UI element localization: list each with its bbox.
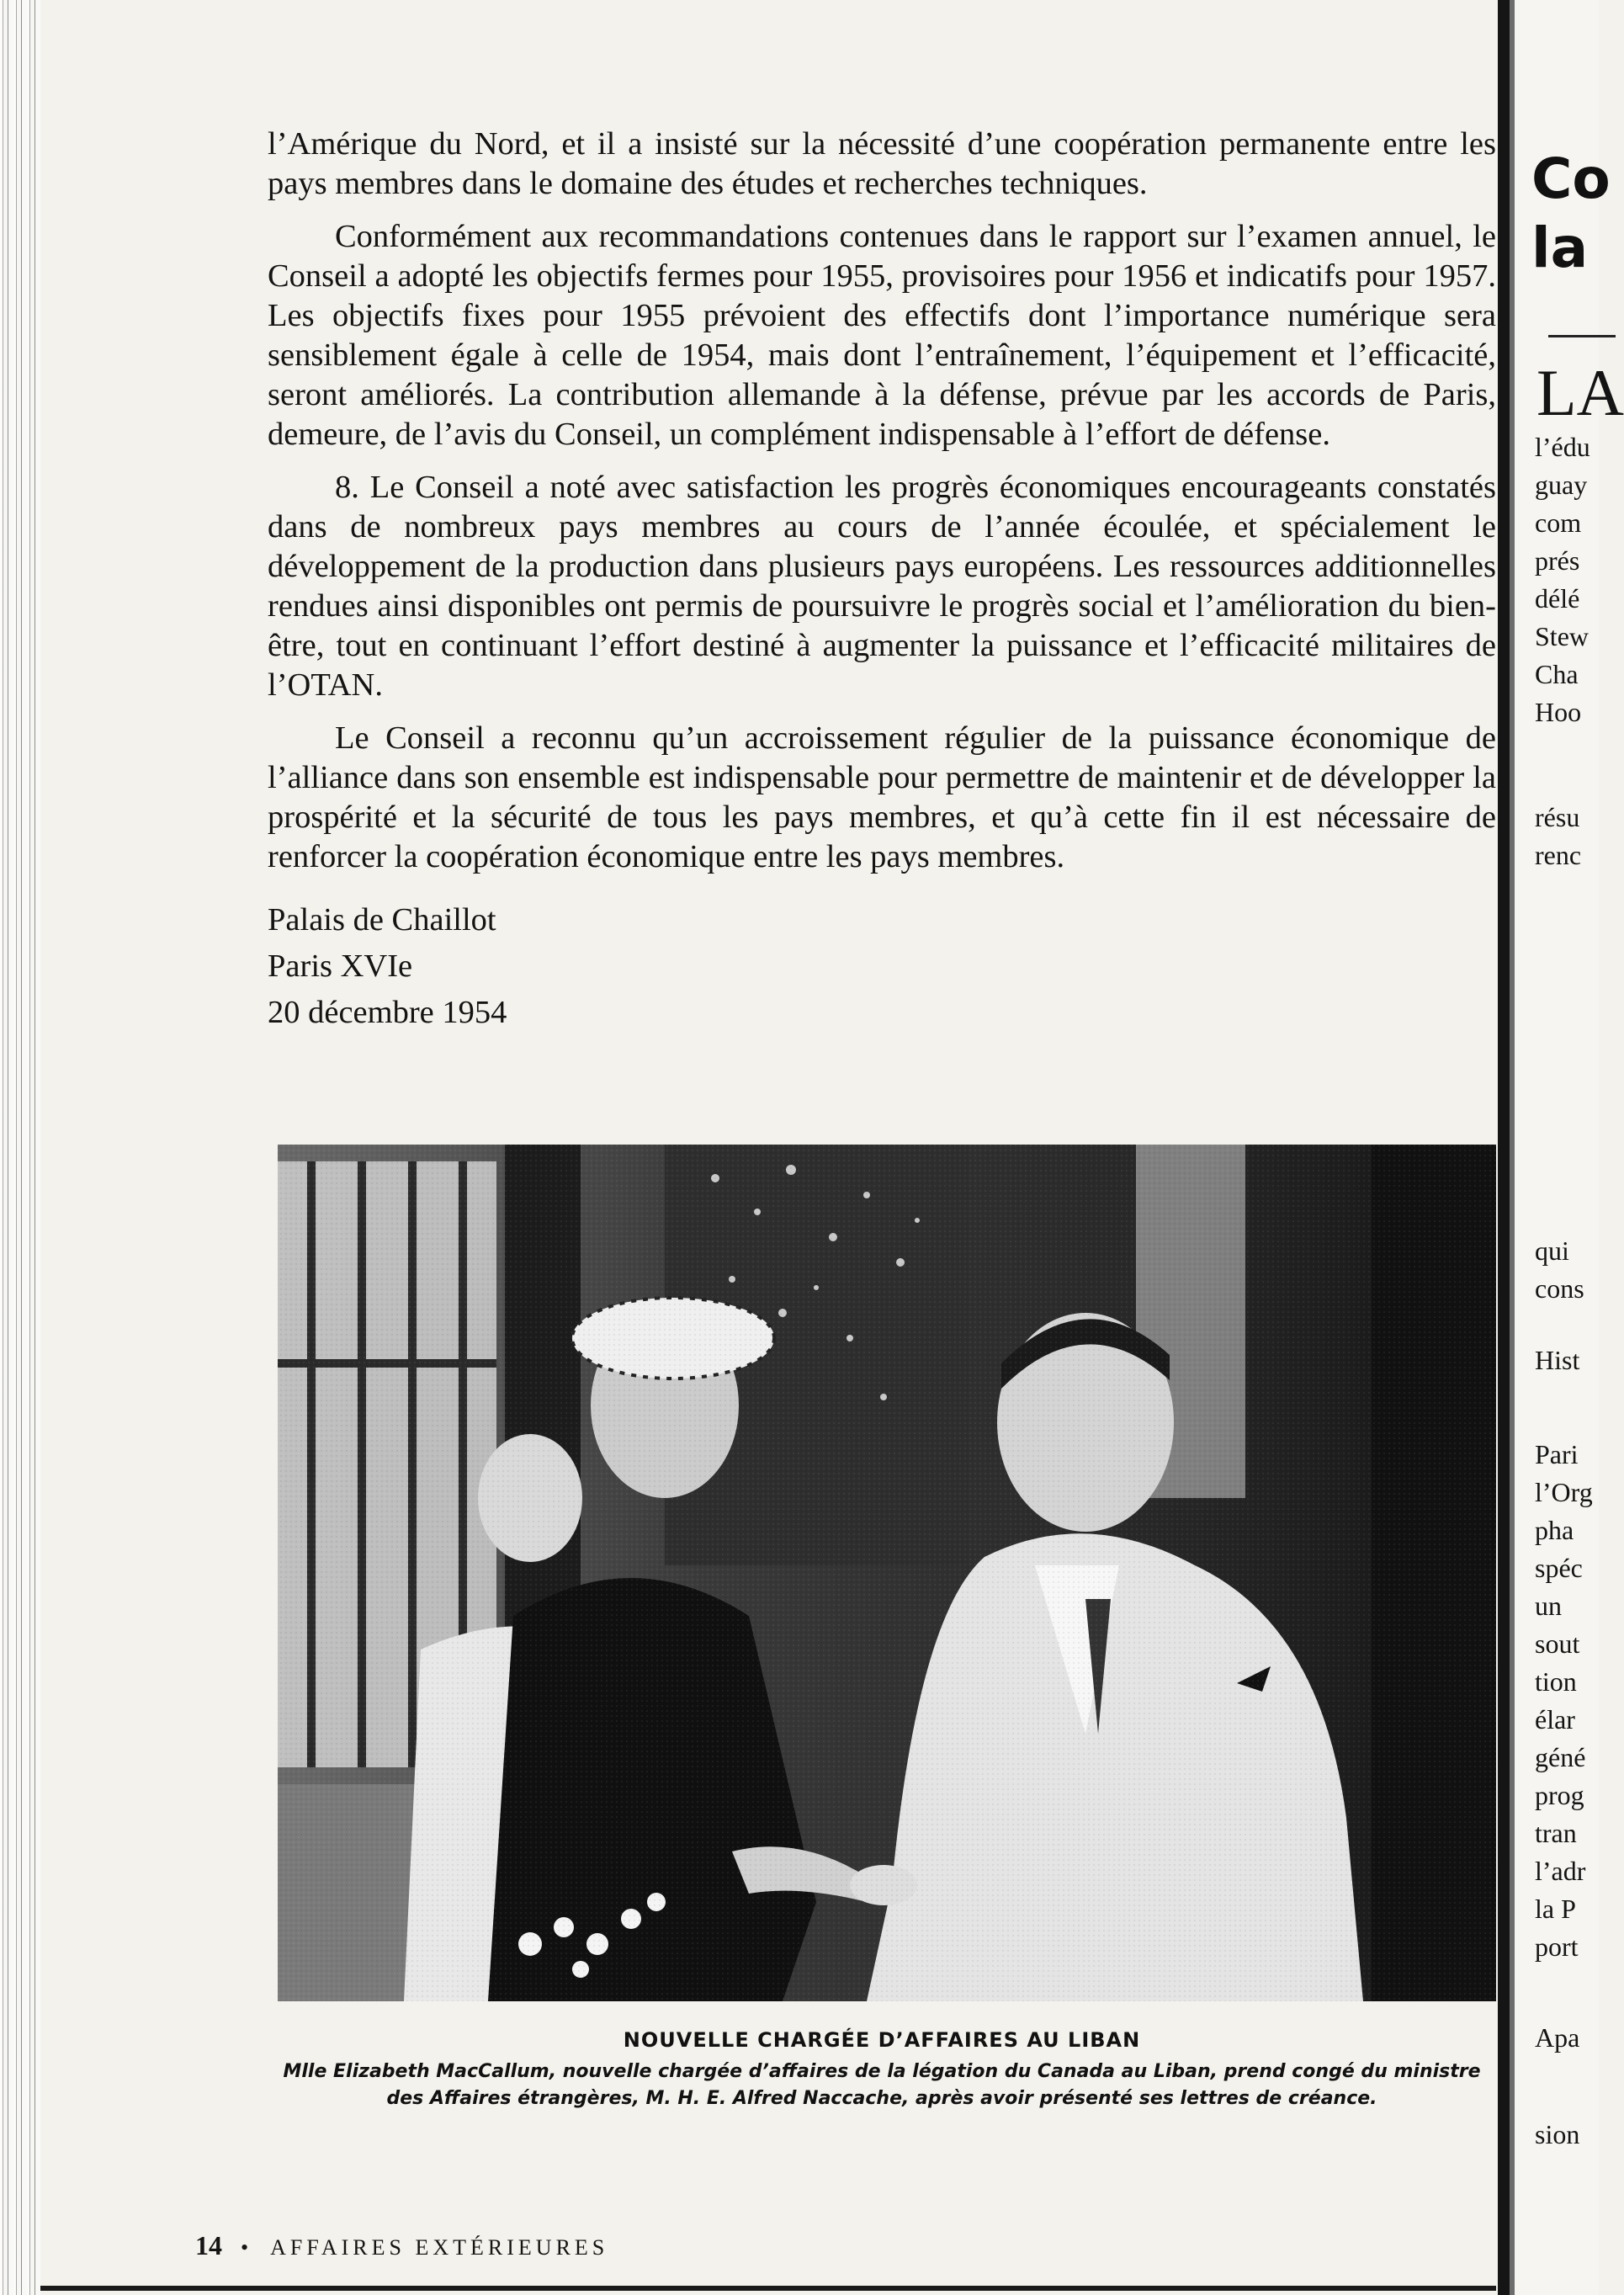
adjacent-text-fragment: résu bbox=[1535, 802, 1580, 832]
adjacent-text-fragment: cons bbox=[1535, 1273, 1584, 1304]
adjacent-text-fragment: prog bbox=[1535, 1780, 1584, 1810]
adjacent-text-fragment: Cha bbox=[1535, 659, 1579, 689]
caption-text: Mlle Elizabeth MacCallum, nouvelle chargée d’affaires de la légation du Canada au Liban, prend congé du ministre des Affaires étrangères, M. H. E. Alfred Naccache, après avoir présenté ses lettres de créance. bbox=[283, 2061, 1481, 2109]
adjacent-text-fragment: un bbox=[1535, 1591, 1562, 1621]
paragraph-2: Conformément aux recommandations contenues dans le rapport sur l’examen annuel, le Conseil a adopté les objectifs fermes pour 1955, provisoires pour 1956 et indicatifs pour 1957. Les objectifs fixes pour 1955 prévoient des effectifs dont l’importance numérique sera sensiblement égale à celle de 1954, mais dont l’entraînement, l’équipement et l’efficacité, seront améliorés. La contribution allemande à la défense, prévue par les accords de Paris, demeure, de l’avis du Conseil, un complément indispensable à l’effort de défense. bbox=[268, 219, 1496, 452]
adjacent-text-fragment: Apa bbox=[1535, 2022, 1580, 2053]
signature-date: 20 décembre 1954 bbox=[268, 995, 507, 1030]
adjacent-text-fragment: com bbox=[1535, 507, 1582, 538]
bottom-rule bbox=[40, 2286, 1496, 2291]
adjacent-page-fragment bbox=[1515, 0, 1624, 2295]
article-body bbox=[268, 125, 1496, 1036]
adjacent-drop-cap: LA bbox=[1536, 356, 1624, 429]
magazine-title: AFFAIRES EXTÉRIEURES bbox=[270, 2235, 609, 2260]
page-number: 14 bbox=[195, 2230, 222, 2260]
adjacent-text-fragment: l’édu bbox=[1535, 432, 1590, 462]
adjacent-text-fragment: élar bbox=[1535, 1704, 1575, 1735]
footer-bullet: • bbox=[241, 2235, 252, 2260]
adjacent-text-fragment: port bbox=[1535, 1931, 1579, 1962]
adjacent-text-fragment: sion bbox=[1535, 2119, 1580, 2149]
signature-block bbox=[268, 897, 1496, 1036]
adjacent-text-fragment: tion bbox=[1535, 1666, 1577, 1697]
adjacent-heading-line-1: Co bbox=[1531, 146, 1611, 211]
adjacent-text-fragment: géné bbox=[1535, 1742, 1586, 1772]
signature-place: Palais de Chaillot bbox=[268, 902, 496, 938]
adjacent-text-fragment: tran bbox=[1535, 1818, 1577, 1848]
adjacent-text-fragment: l’adr bbox=[1535, 1856, 1586, 1886]
adjacent-text-fragment: spéc bbox=[1535, 1553, 1583, 1583]
adjacent-text-fragment: pha bbox=[1535, 1515, 1574, 1545]
photo-illustration bbox=[278, 1145, 1496, 2001]
photo-caption bbox=[268, 2028, 1496, 2112]
page-gutter-divider bbox=[1498, 0, 1510, 2295]
adjacent-text-fragment: Stew bbox=[1535, 621, 1589, 651]
paragraph-4: Le Conseil a reconnu qu’un accroissement régulier de la puissance économique de l’alliance dans son ensemble est indispensable pour permettre de maintenir et de développer la prospérité et la sécurité de tous les pays membres, et qu’à cette fin il est nécessaire de renforcer la coopération économique entre les pays membres. bbox=[268, 720, 1496, 874]
paragraph-3: 8. Le Conseil a noté avec satisfaction les progrès économiques encourageants constatés dans de nombreux pays membres au cours de l’année écoulée, et spécialement le développement de la production dans plusieurs pays européens. Les ressources additionnelles rendues ainsi disponibles ont permis de poursuivre le progrès social et l’amélioration du bien-être, tout en continuant l’effort destiné à augmenter la puissance et l’efficacité militaires de l’OTAN. bbox=[268, 470, 1496, 703]
adjacent-text-fragment: guay bbox=[1535, 470, 1588, 500]
adjacent-heading-rule bbox=[1548, 335, 1616, 337]
adjacent-text-fragment: renc bbox=[1535, 840, 1582, 870]
adjacent-text-fragment: sout bbox=[1535, 1628, 1580, 1659]
caption-title: NOUVELLE CHARGÉE D’AFFAIRES AU LIBAN bbox=[623, 2028, 1141, 2052]
signature-city: Paris XVIe bbox=[268, 948, 413, 984]
adjacent-text-fragment: Hist bbox=[1535, 1345, 1580, 1375]
paragraph-1: l’Amérique du Nord, et il a insisté sur la nécessité d’une coopération permanente entre les pays membres dans le domaine des études et recherches techniques. bbox=[268, 126, 1496, 201]
adjacent-text-fragment: l’Org bbox=[1535, 1477, 1593, 1507]
adjacent-text-fragment: Pari bbox=[1535, 1439, 1579, 1469]
handshake-photo bbox=[278, 1145, 1496, 2001]
adjacent-text-fragment: Hoo bbox=[1535, 697, 1582, 727]
adjacent-heading-line-2: la bbox=[1531, 215, 1589, 280]
adjacent-text-fragment: la P bbox=[1535, 1894, 1576, 1924]
page-footer bbox=[195, 2230, 608, 2261]
adjacent-text-fragment: prés bbox=[1535, 545, 1580, 576]
adjacent-text-fragment: délé bbox=[1535, 583, 1580, 614]
adjacent-text-fragment: qui bbox=[1535, 1235, 1569, 1266]
book-binding-edge bbox=[0, 0, 40, 2295]
